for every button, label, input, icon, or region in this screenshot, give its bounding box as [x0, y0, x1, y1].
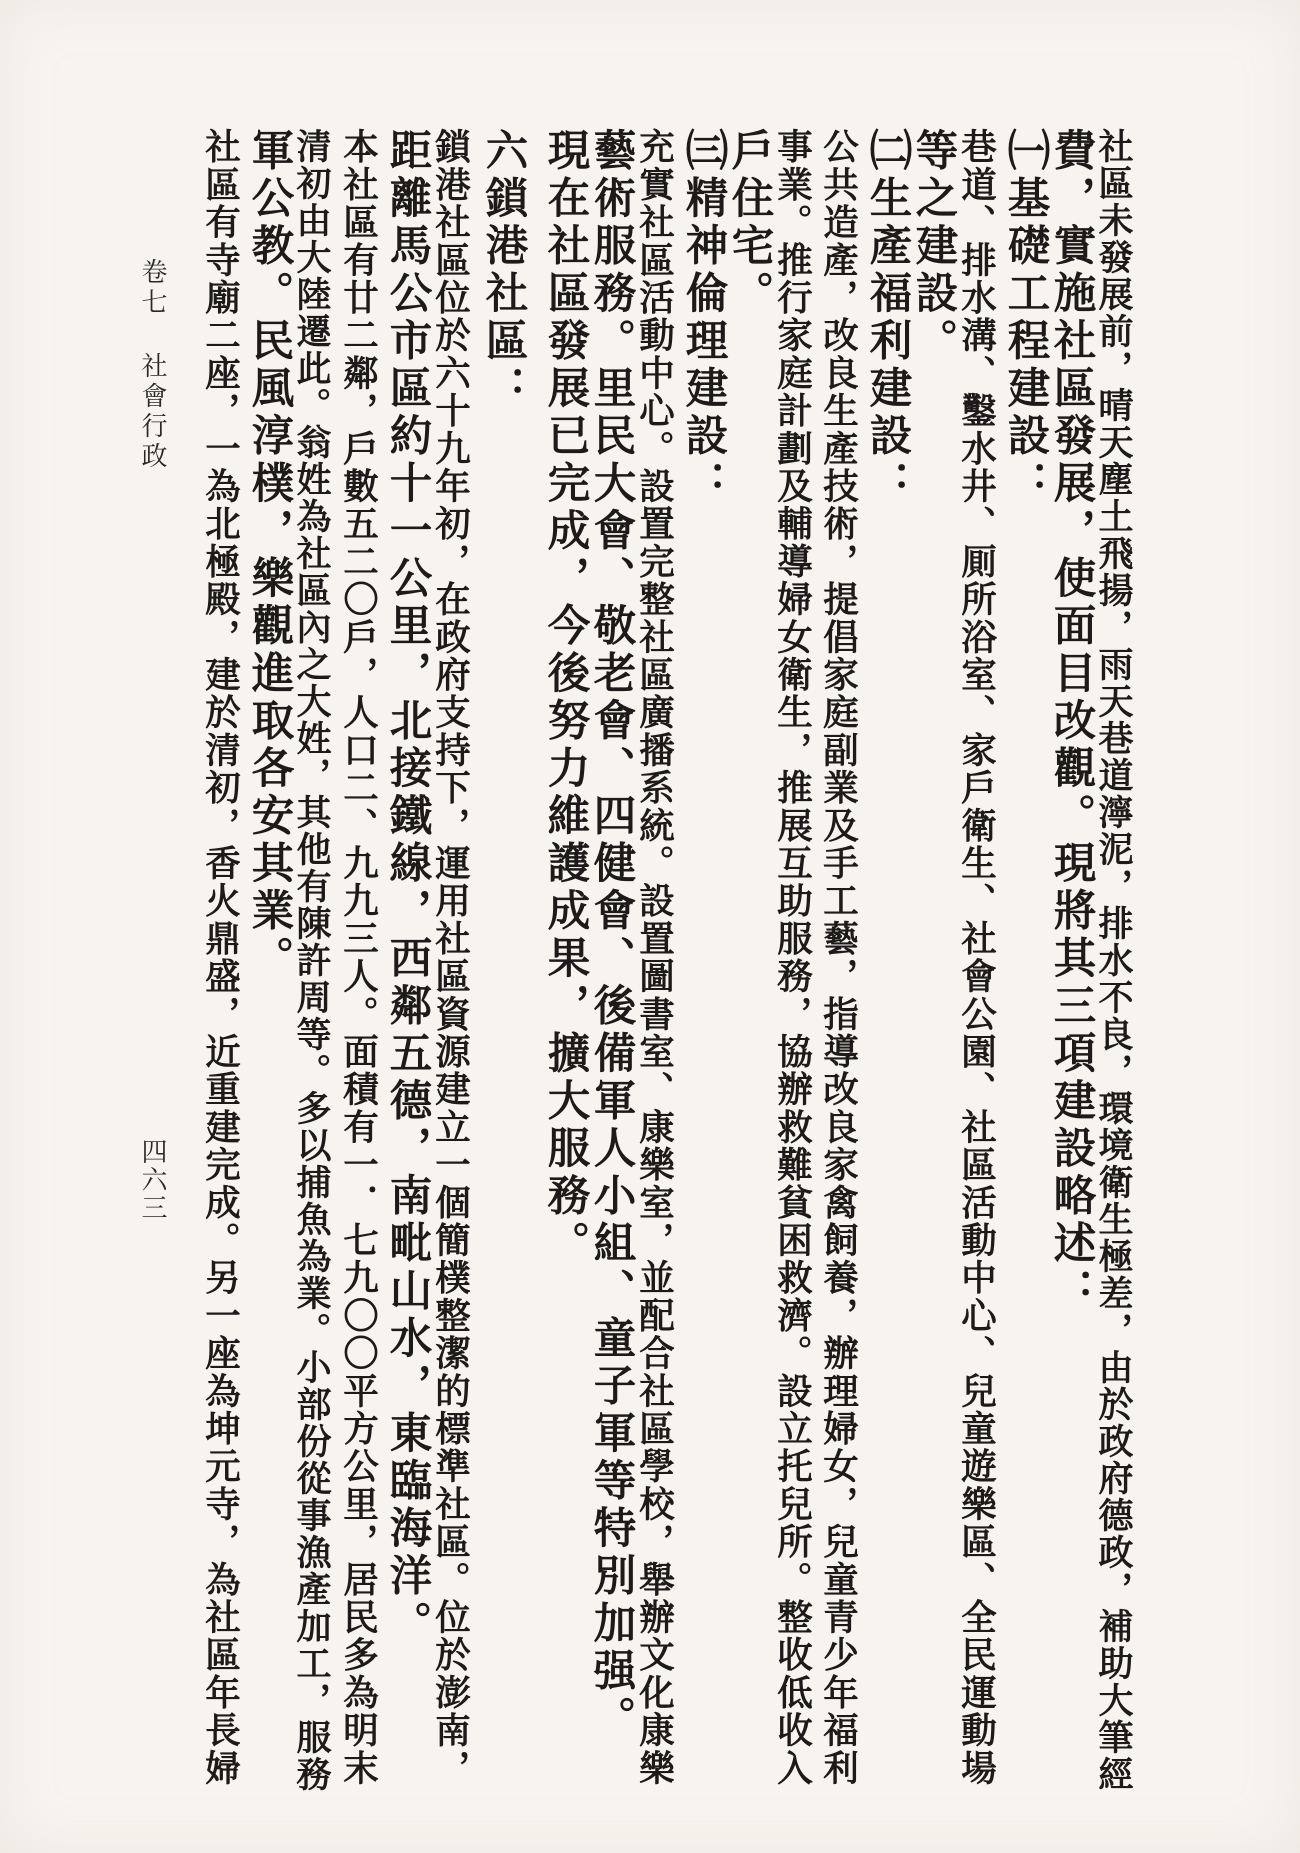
margin-section-label: 社會行政	[137, 352, 167, 472]
text-column-4: 巷道、排水溝、鑿水井、厠所浴室、家戶衛生、社會公園、社區活動中心、兒童遊樂區、全民運動場	[955, 128, 997, 1787]
text-column-16: 距離馬公市區約十一公里，北接鐵線，西鄰五德，南毗山水，東臨海洋。	[382, 128, 433, 1648]
page-number: 四六三	[137, 1138, 167, 1222]
text-column-8: 事業。推行家庭計劃及輔導婦女衛生，推展互助服務，協辦救難貧困救濟。設立托兒所。整收低收入	[771, 128, 813, 1787]
text-column-13: 現在社區發展已完成，今後努力維護成果，擴大服務。	[540, 128, 591, 1268]
text-column-1: 社區未發展前，晴天塵土飛揚，雨天巷道濘泥，排水不良，環境衛生極差，由於政府德政，補助大筆經	[1093, 128, 1134, 1793]
text-column-2: 費，實施社區發展，使面目改觀。現將其三項建設略述：	[1046, 128, 1097, 1316]
text-column-15: 鎖港社區位於六十九年初，在政府支持下，運用社區資源建立一個簡樸整潔的標準社區。位於澎南，	[429, 128, 471, 1787]
section-heading-suogang: 六鎖港社區：	[478, 128, 529, 413]
text-column-18: 清初由大陸遷此。翁姓為社區內之大姓，其他有陳許周等。多以捕魚為業。小部份從事漁產加工，服務	[291, 128, 332, 1793]
text-column-3-heading: ㈠基礎工程建設：	[1000, 128, 1051, 508]
text-column-9: 戶住宅。	[724, 128, 775, 318]
text-column-17: 本社區有廿二鄰，戶數五二〇戶，人口二、九九三人。面積有一．七九〇〇平方公里，居民多為明末	[337, 128, 379, 1787]
text-column-11: 充實社區活動中心。設置完整社區廣播系統。設置圖書室、康樂室，並配合社區學校，舉辦文化康樂	[633, 128, 675, 1787]
text-column-12: 藝術服務。里民大會、敬老會、四健會、後備軍人小組、童子軍等特別加强。	[586, 128, 637, 1743]
text-column-7: 公共造產，改良生產技術，提倡家庭副業及手工藝，指導改良家禽飼養，辦理婦女，兒童青少年福利	[817, 128, 859, 1787]
text-column-19: 軍公教。民風淳樸，樂觀進取各安其業。	[244, 128, 295, 983]
text-column-6-heading: ㈡生產福利建設：	[862, 128, 913, 508]
text-column-20: 社區有寺廟二座，一為北極殿，建於清初，香火鼎盛，近重建完成。另一座為坤元寺，為社區年長婦	[199, 128, 241, 1787]
margin-volume-label: 卷七	[137, 258, 167, 318]
text-column-5: 等之建設。	[908, 128, 959, 366]
text-column-10-heading: ㈢精神倫理建設：	[678, 128, 729, 508]
